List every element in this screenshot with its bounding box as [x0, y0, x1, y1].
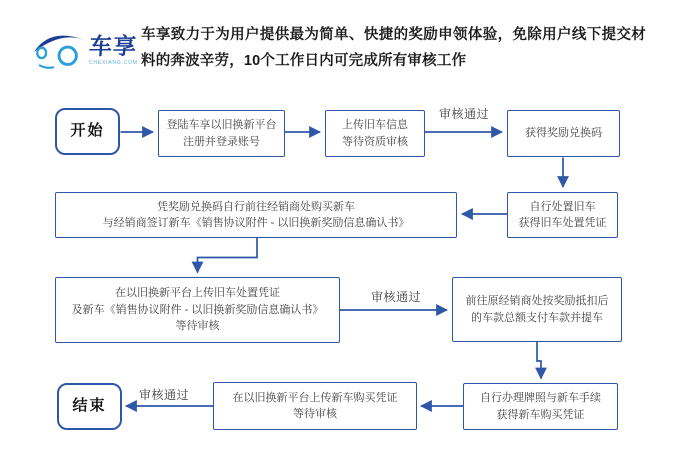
node-label: 注册并登录账号	[183, 135, 260, 148]
edge-buy-new-to-upload-voucher	[198, 238, 258, 273]
edge-pay-to-license	[537, 342, 541, 379]
brand-name: 车享	[88, 32, 138, 59]
flow-node-pay-and-pickup	[452, 277, 622, 342]
node-label: 前往原经销商处按奖励抵扣后	[465, 295, 609, 307]
flow-node-license-procedures	[463, 383, 618, 430]
node-label: 的车款总额支付车款并提车	[471, 311, 603, 324]
node-label: 获得奖励兑换码	[525, 127, 602, 140]
flow-node-upload-old-car	[325, 110, 425, 157]
node-label: 自行处置旧车	[529, 200, 596, 213]
node-label: 上传旧车信息	[342, 119, 408, 131]
edge-label-review-passed-3: 审核通过	[139, 388, 190, 402]
node-label: 及新车《销售协议附件 - 以旧换新奖励信息确认书》	[71, 303, 324, 316]
node-label: 在以旧换新平台上传旧车处置凭证	[115, 287, 280, 300]
node-label: 登陆车享以旧换新平台	[166, 119, 277, 131]
brand-domain: CHEXIANG.COM	[89, 59, 138, 66]
node-label: 自行办理牌照与新车手续	[480, 392, 601, 404]
flow-node-end	[57, 383, 122, 430]
node-label: 等待审核	[175, 320, 220, 333]
flow-node-register	[158, 110, 285, 157]
flow-node-upload-purchase-voucher	[213, 382, 417, 430]
node-label: 获得新车购买凭证	[496, 408, 585, 421]
node-label: 等待资质审核	[342, 135, 408, 148]
edge-label-review-passed-2: 审核通过	[371, 290, 422, 304]
flow-node-get-reward-code	[507, 110, 620, 157]
node-label: 获得旧车处置凭证	[518, 217, 607, 229]
node-label: 在以旧换新平台上传新车购买凭证	[232, 391, 398, 404]
node-label: 等待审核	[293, 408, 337, 420]
node-label: 与经销商签订新车《销售协议附件 - 以旧换新奖励信息确认书》	[102, 217, 410, 229]
flow-node-upload-disposal-voucher	[55, 277, 340, 343]
flow-node-start	[55, 108, 120, 155]
edge-label-review-passed-1: 审核通过	[439, 107, 490, 121]
headline-text: 车享致力于为用户提供最为简单、快捷的奖励申领体验，免除用户线下提交材料的奔波辛劳，10个工作日内可完成所有审核工作	[141, 27, 646, 70]
node-label: 凭奖励兑换码自行前往经销商处购买新车	[157, 200, 355, 213]
flow-node-buy-new-car	[55, 192, 457, 238]
node-label: 开始	[70, 122, 105, 140]
flow-node-dispose-old-car	[507, 192, 618, 238]
node-label: 结束	[72, 397, 107, 415]
